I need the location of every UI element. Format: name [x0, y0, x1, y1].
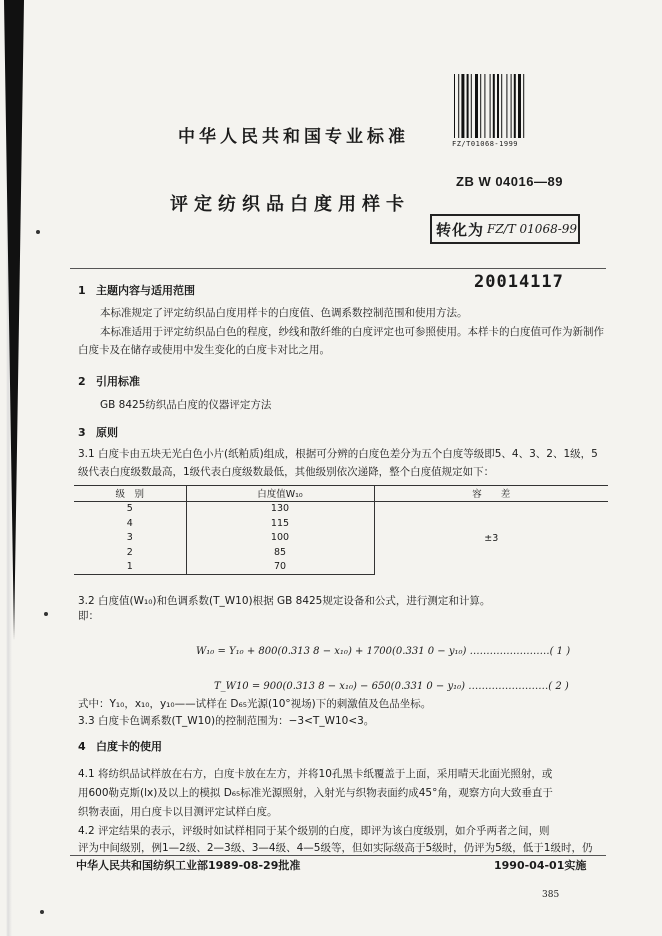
stamp-handwritten-code: FZ/T 01068-99: [487, 222, 578, 236]
whiteness-cell: 100: [186, 531, 374, 546]
section-number: 4: [78, 740, 86, 753]
section-number: 3: [78, 426, 86, 439]
section-2-heading: [78, 373, 140, 389]
table-header-row: [74, 486, 608, 502]
whiteness-formula: W₁₀ = Y₁₀ + 800(0.313 8 − x₁₀) + 1700(0.331 0 − y₁₀) ……………………( 1 ): [196, 646, 571, 657]
barcode-image: [452, 72, 552, 142]
barcode-bar: [514, 74, 516, 138]
header-title: 中华人民共和国专业标准: [178, 127, 409, 147]
clause-3-2: 3.2 白度值(W₁₀)和色调系数(T_W10)根据 GB 8425规定设备和公式，进行测定和计算。: [78, 595, 491, 607]
section-number: 1: [78, 284, 86, 297]
clause-4-2-line-2: 评为中间级别，例1—2级、2—3级、3—4级、4—5级等，但如实际级高于5级时，仍评为5级，低于1级时，仍: [78, 842, 593, 854]
grade-cell: 2: [126, 546, 133, 558]
barcode-text: FZ/T01068-1999: [452, 140, 519, 148]
barcode-bar: [484, 74, 485, 138]
whiteness-cell: 85: [186, 545, 374, 560]
serial-number: 20014117: [474, 272, 564, 292]
binding-shadow: [4, 0, 24, 640]
page-number: 385: [542, 890, 560, 900]
section-title: 引用标准: [96, 375, 140, 388]
barcode-bar: [461, 74, 464, 138]
clause-3-1: 3.1 白度卡由五块无光白色小片(纸粕质)组成，根据可分辨的白度色差分为五个白度等级即5、4、3、2、1级，5级代表白度级数最高，1级代表白度级数最低，其他级别依次递降，整个白度值规定如下：: [78, 448, 598, 478]
barcode-bar: [458, 74, 459, 138]
footer-divider: [70, 855, 606, 856]
document-title: 评定纺织品白度用样卡: [170, 194, 410, 215]
grade-cell: 3: [126, 532, 133, 544]
section-1-paragraph-1: 本标准规定了评定纺织品白度用样卡的白度值、色调系数控制范围和使用方法。: [100, 307, 468, 319]
formula-legend: 式中：Y₁₀，x₁₀，y₁₀——试样在 D₆₅光源(10°视场)下的刺激值及色品坐标。: [78, 698, 432, 710]
scan-speck: [40, 910, 44, 914]
barcode-bar: [506, 74, 507, 138]
barcode-bar: [518, 74, 521, 138]
barcode-bar: [454, 74, 455, 138]
column-header-tolerance: 容 差: [374, 486, 608, 502]
barcode-bar: [490, 74, 491, 138]
whiteness-cell: 130: [186, 501, 374, 516]
tint-formula: T_W10 = 900(0.313 8 − x₁₀) − 650(0.331 0 − y₁₀) ……………………( 2 ): [214, 681, 569, 692]
barcode-bar: [471, 74, 472, 138]
whiteness-cell: 70: [186, 560, 374, 575]
barcode-bar: [501, 74, 502, 138]
barcode-bar: [475, 74, 478, 138]
column-header-whiteness: 白度值W₁₀: [186, 486, 374, 502]
clause-3-2-lead: 即：: [78, 610, 99, 622]
effective-date: 1990-04-01实施: [494, 859, 587, 872]
conversion-stamp: [430, 214, 580, 244]
barcode-bar: [497, 74, 499, 138]
barcode-bar: [493, 74, 495, 138]
section-3-heading: [78, 424, 118, 440]
approval-line: 中华人民共和国纺织工业部1989-08-29批准: [76, 859, 301, 872]
scan-speck: [36, 230, 40, 234]
clause-4-1-line-3: 织物表面，用白度卡以目测评定试样白度。: [78, 806, 278, 818]
clause-4-1-line-2: 用600勒克斯(lx)及以上的模拟 D₆₅标准光源照射，入射光与织物表面约成45°角，观察方向大致垂直于: [78, 787, 553, 799]
section-4-heading: [78, 738, 162, 754]
scan-speck: [44, 612, 48, 616]
table-row: [74, 501, 608, 516]
column-header-grade: 级 别: [115, 489, 144, 501]
divider: [70, 268, 606, 269]
grade-cell: 5: [126, 503, 133, 515]
stamp-label: 转化为: [436, 220, 485, 239]
section-2-reference: GB 8425纺织品白度的仪器评定方法: [100, 399, 272, 411]
section-1-heading: [78, 282, 195, 298]
tolerance-cell: ±3: [374, 501, 608, 575]
clause-4-2-line-1: 4.2 评定结果的表示，评级时如试样相同于某个级别的白度，即评为该白度级别，如介乎两者之间，则: [78, 825, 550, 837]
grade-cell: 4: [126, 517, 133, 529]
clause-4-1-line-1: 4.1 将纺织品试样放在右方，白度卡放在左方，并将10孔黑卡纸覆盖于上面，采用晴天北面光照射，或: [78, 768, 553, 780]
barcode-bar: [467, 74, 469, 138]
section-number: 2: [78, 375, 86, 388]
grade-cell: 1: [74, 560, 186, 575]
section-1-paragraph-2: 本标准适用于评定纺织品白色的程度，纱线和散纤维的白度评定也可参照使用。本样卡的白度值可作为新制作白度卡及在储存或使用中发生变化的白度卡对比之用。: [78, 326, 604, 356]
clause-3-3: 3.3 白度卡色调系数(T_W10)的控制范围为：−3<T_W10<3。: [78, 715, 375, 727]
section-title: 白度卡的使用: [96, 740, 162, 753]
barcode-bar: [523, 74, 524, 138]
barcode-bar: [480, 74, 481, 138]
whiteness-cell: 115: [186, 516, 374, 531]
section-title: 主题内容与适用范围: [96, 284, 195, 297]
barcode-bar: [511, 74, 512, 138]
standard-code: ZB W 04016—89: [456, 174, 563, 189]
section-title: 原则: [96, 426, 118, 439]
whiteness-grade-table: [74, 485, 608, 575]
